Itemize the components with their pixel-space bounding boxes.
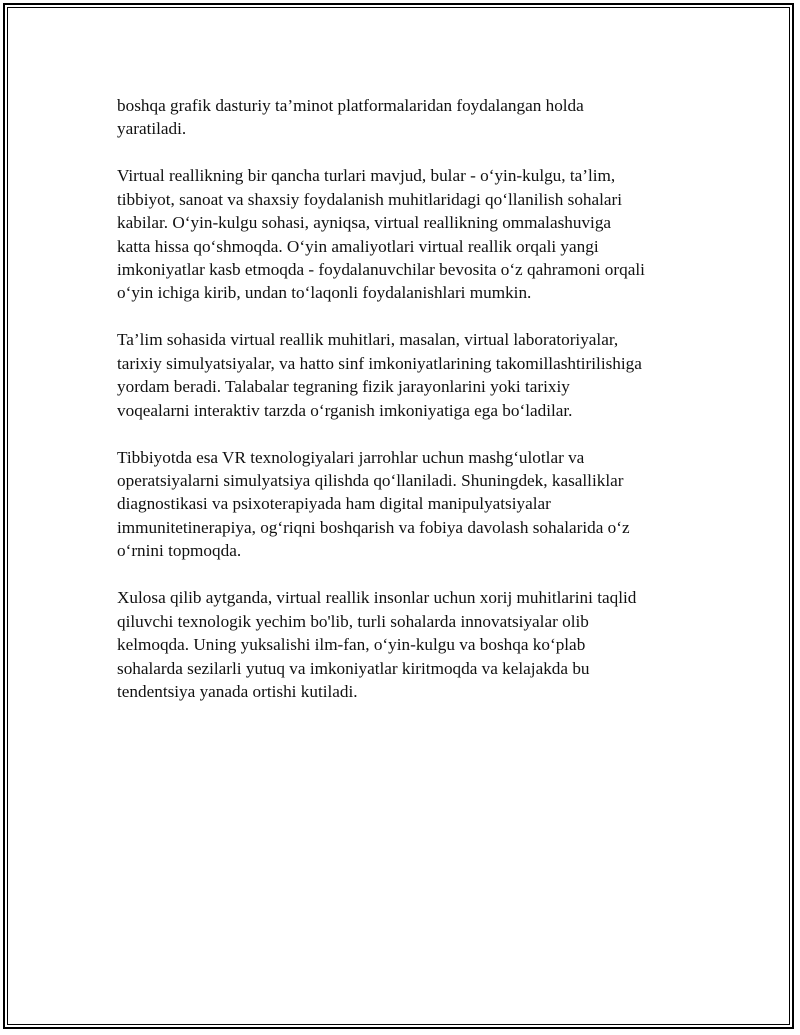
paragraph-conclusion: Xulosa qilib aytganda, virtual reallik insonlar uchun xorij muhitlarini taqlid qiluvchi texnologik yechim bo'lib, turli sohalarda innovatsiyalar olib kelmoqda. Uning yuksalishi ilm-fan, o‘yin-kulgu va boshqa ko‘plab sohalarda sezilarli yutuq va imkoniyatlar kiritmoqda va kelajakda bu tendentsiya yanada ortishi kutiladi. xyxy=(117,588,637,701)
document-body xyxy=(117,94,697,727)
paragraph-medicine: Tibbiyotda esa VR texnologiyalari jarrohlar uchun mashg‘ulotlar va operatsiyalarni simulyatsiya qilishda qo‘llaniladi. Shuningdek, kasalliklar diagnostikasi va psixoterapiyada ham digital manipulyatsiyalar immunitetinerapiya, og‘riqni boshqarish va fobiya davolash sohalarida o‘z o‘rnini topmoqda. xyxy=(117,447,630,561)
paragraph-vr-types: Virtual reallikning bir qancha turlari mavjud, bular - o‘yin-kulgu, ta’lim, tibbiyot, sanoat va shaxsiy foydalanish muhitlaridagi qo‘llanilish sohalari kabilar. O‘yin-kulgu sohasi, ayniqsa, virtual reallikning ommalashuviga katta hissa qo‘shmoqda. O‘yin amaliyotlari virtual reallik orqali yangi imkoniyatlar kasb etmoqda - foydalanuvchilar bevosita o‘z qahramoni orqali o‘yin ichiga kirib, undan to‘laqonli foydalanishlari mumkin. xyxy=(117,166,645,303)
paragraph-education: Ta’lim sohasida virtual reallik muhitlari, masalan, virtual laboratoriyalar, tarixiy simulyatsiyalar, va hatto sinf imkoniyatlarining takomillashtirilishiga yordam beradi. Talabalar tegraning fizik jarayonlarini yoki tarixiy voqealarni interaktiv tarzda o‘rganish imkoniyatiga ega bo‘ladilar. xyxy=(117,330,642,420)
paragraph-continuation: boshqa grafik dasturiy ta’minot platformalaridan foydalangan holda yaratiladi. xyxy=(117,96,584,139)
